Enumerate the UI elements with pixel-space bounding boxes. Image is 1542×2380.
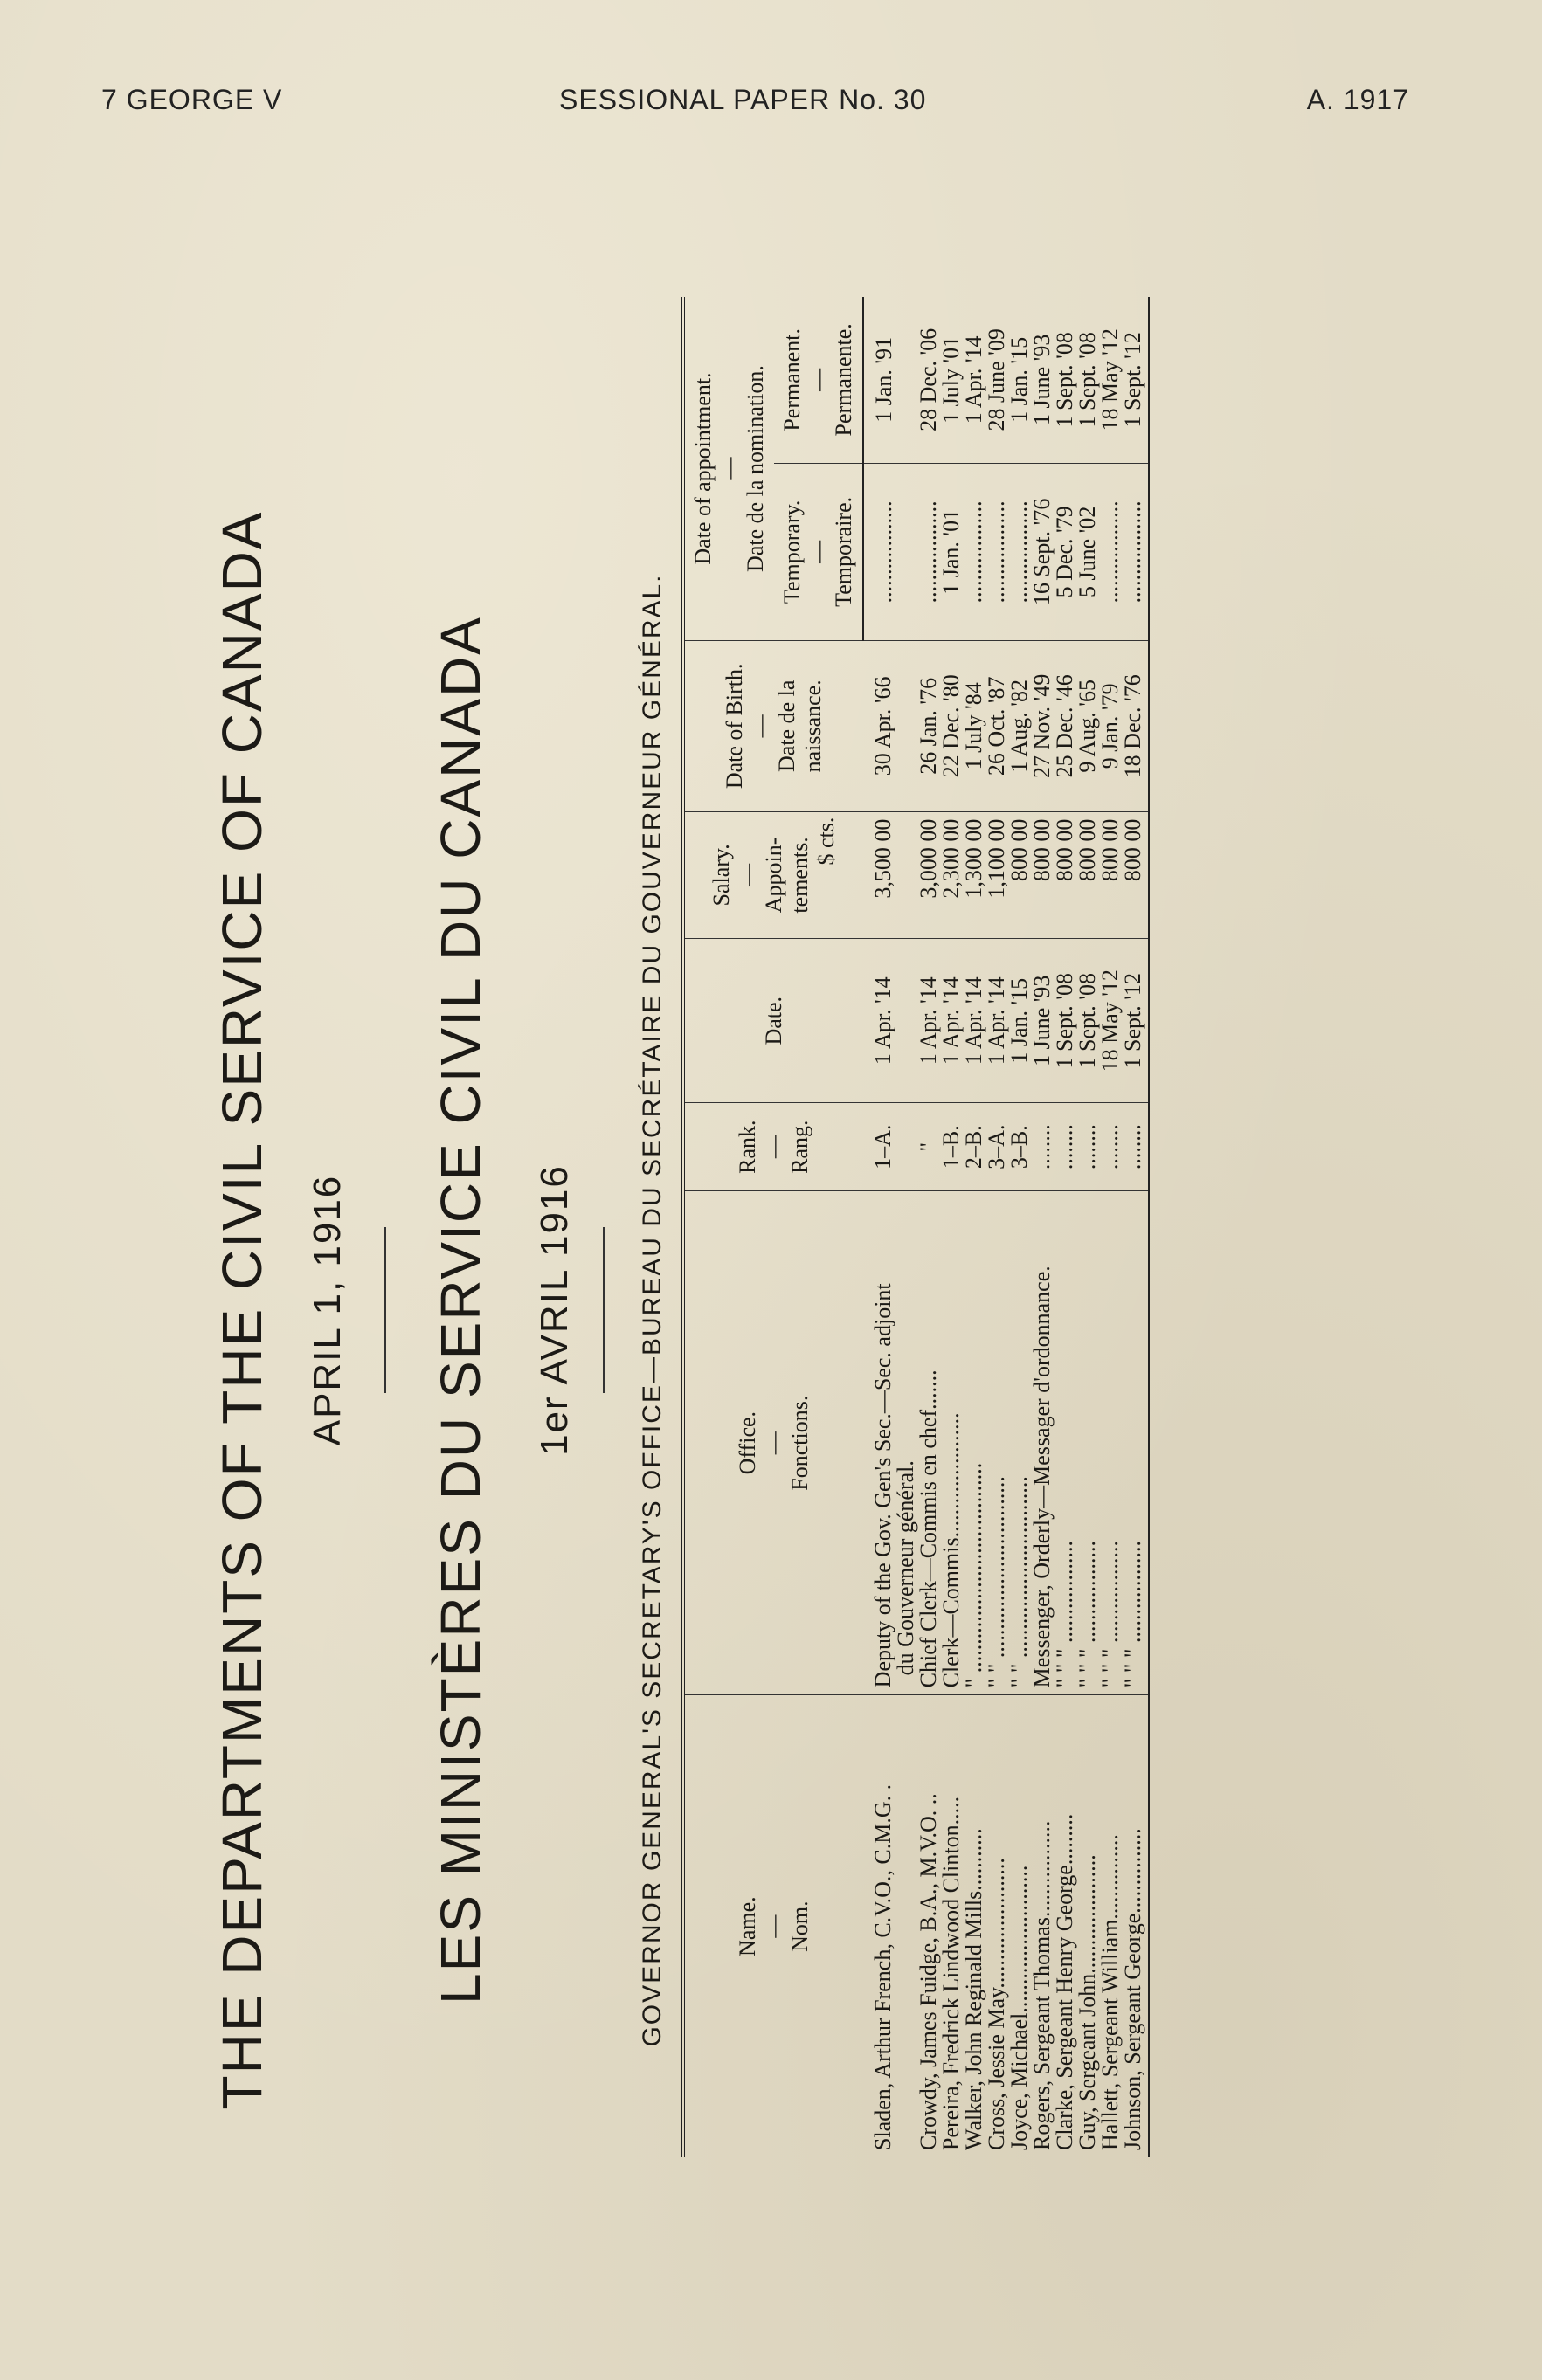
cell-birth-text: 9 Jan. '79: [1097, 683, 1124, 769]
cell-office: [963, 1191, 985, 1695]
cell-salary-text: 1,300 00: [961, 818, 987, 899]
cell-date: [940, 939, 963, 1103]
cell-office-text: Deputy of the Gov. Gen's Sec.—Sec. adjoint: [870, 1283, 896, 1688]
cell-office-text: " " " ..................: [1075, 1540, 1101, 1688]
cell-name-text: Rogers, Sergeant Thomas.................: [1029, 1820, 1055, 2150]
cell-rank: [940, 1103, 963, 1191]
running-header-center: SESSIONAL PAPER No. 30: [559, 84, 927, 115]
cell-date: [1099, 939, 1122, 1103]
cell-salary: [1008, 811, 1031, 939]
cell-permanent: [1076, 297, 1099, 463]
cell-salary-text: 800 00: [1006, 818, 1033, 882]
cell-temporary-text: 1 Jan. '01: [938, 508, 965, 595]
cell-salary: [1031, 811, 1054, 939]
cell-birth: [1008, 641, 1031, 812]
cell-permanent-text: 1 June '93: [1029, 334, 1055, 425]
cell-temporary-text: 5 June '02: [1075, 506, 1101, 598]
cell-rank: [963, 1103, 985, 1191]
cell-office-text: " .....................................: [961, 1462, 987, 1688]
cell-office-text: " " " ..................: [1097, 1540, 1124, 1688]
cell-rank-text: 3–B.: [1006, 1125, 1033, 1169]
cell-name-text: Johnson, Sergeant George...............: [1120, 1828, 1146, 2150]
cell-permanent-text: 1 Sept. '08: [1052, 332, 1078, 428]
cell-name: [1099, 1695, 1122, 2157]
french-title: LES MINISTÈRES DU SERVICE CIVIL DU CANADA: [429, 616, 492, 2004]
cell-temporary: [1122, 463, 1149, 640]
cell-temporary: [940, 463, 963, 640]
cell-date: [1076, 939, 1099, 1103]
cell-name: [863, 1695, 917, 2157]
cell-salary: [917, 811, 940, 939]
cell-birth-text: 27 Nov. '49: [1029, 673, 1055, 778]
cell-date-text: 1 Apr. '14: [961, 976, 987, 1066]
col-name: Name. — Nom.: [683, 1695, 863, 2157]
cell-permanent: [1122, 297, 1149, 463]
cell-date-text: 1 Sept. '12: [1120, 973, 1146, 1069]
cell-permanent: [863, 297, 917, 463]
staff-table: [681, 297, 1150, 2157]
cell-permanent-text: 1 July '01: [938, 335, 965, 424]
cell-name-text: Sladen, Arthur French, C.V.O., C.M.G. .: [870, 1783, 896, 2150]
cell-temporary-text: ..................: [961, 500, 987, 604]
cell-salary-text: 3,500 00: [870, 818, 896, 899]
french-date: 1er AVRIL 1916: [533, 1164, 576, 1456]
cell-permanent: [1099, 297, 1122, 463]
cell-office-text: " " " ..................: [1052, 1540, 1078, 1688]
table-row: [1099, 297, 1122, 2157]
cell-office: [940, 1191, 963, 1695]
cell-temporary: [963, 463, 985, 640]
cell-permanent: [963, 297, 985, 463]
cell-rank: [985, 1103, 1008, 1191]
cell-salary-text: 800 00: [1120, 818, 1146, 882]
cell-permanent-text: 1 Apr. '14: [961, 335, 987, 424]
cell-office-text: " " ................................: [1006, 1476, 1033, 1688]
cell-rank-text: ........: [1052, 1124, 1078, 1170]
running-header-left: 7 GEORGE V: [101, 84, 283, 115]
cell-temporary: [1008, 463, 1031, 640]
cell-office: [1054, 1191, 1076, 1695]
col-salary: Salary. — Appoin-tements. $ cts.: [683, 811, 863, 939]
cell-date: [917, 939, 940, 1103]
cell-salary: [940, 811, 963, 939]
department-heading: GOVERNOR GENERAL'S SECRETARY'S OFFICE—BUREAU DU SECRÉTAIRE DU GOUVERNEUR GÉNÉRAL.: [638, 573, 667, 2047]
cell-temporary-text: ..................: [1097, 500, 1124, 604]
cell-office: [1122, 1191, 1149, 1695]
cell-temporary-text: ..................: [916, 500, 942, 604]
col-rank: Rank. — Rang.: [683, 1103, 863, 1191]
cell-permanent: [940, 297, 963, 463]
cell-temporary: [917, 463, 940, 640]
cell-date: [1008, 939, 1031, 1103]
cell-date-text: 1 Sept. '08: [1052, 973, 1078, 1069]
cell-name-text: Guy, Sergeant John.....................: [1075, 1854, 1101, 2150]
cell-date: [1122, 939, 1149, 1103]
cell-name: [1122, 1695, 1149, 2157]
running-header-right: A. 1917: [1306, 84, 1409, 115]
cell-permanent: [1008, 297, 1031, 463]
cell-name-text: Joyce, Michael..........................: [1006, 1865, 1033, 2150]
table-row: [963, 297, 985, 2157]
cell-birth-text: 9 Aug. '65: [1075, 680, 1101, 773]
table-row: [917, 297, 940, 2157]
cell-rank-text: ........: [1097, 1124, 1124, 1170]
cell-birth: [917, 641, 940, 812]
cell-rank-text: 1–B.: [938, 1125, 965, 1169]
cell-office-continuation: du Gouverneur général.: [893, 1460, 919, 1676]
cell-temporary-text: 16 Sept. '76: [1029, 498, 1055, 606]
cell-salary: [1122, 811, 1149, 939]
col-date: Date.: [683, 939, 863, 1103]
cell-date-text: 1 Apr. '14: [984, 976, 1010, 1066]
cell-birth: [1076, 641, 1099, 812]
cell-rank: [1122, 1103, 1149, 1191]
cell-temporary-text: ..................: [1120, 500, 1146, 604]
cell-rank-text: ........: [1120, 1124, 1146, 1170]
cell-rank-text: 3–A.: [984, 1124, 1010, 1169]
cell-rank-text: 2–B.: [961, 1125, 987, 1169]
table-row: [1054, 297, 1076, 2157]
cell-temporary: [1099, 463, 1122, 640]
cell-name: [1054, 1695, 1076, 2157]
cell-date: [1054, 939, 1076, 1103]
cell-office: [1031, 1191, 1054, 1695]
cell-salary-text: 800 00: [1029, 818, 1055, 882]
cell-office-text: Chief Clerk—Commis en chef.......: [916, 1369, 942, 1688]
cell-temporary: [1076, 463, 1099, 640]
cell-birth-text: 26 Oct. '87: [984, 676, 1010, 776]
cell-salary: [863, 811, 917, 939]
rotated-content: [210, 122, 1345, 2271]
cell-office: [863, 1191, 917, 1695]
table-row: [863, 297, 917, 2157]
cell-date: [1031, 939, 1054, 1103]
cell-salary-text: 800 00: [1052, 818, 1078, 882]
cell-birth-text: 1 July '84: [961, 682, 987, 770]
cell-birth: [1122, 641, 1149, 812]
table-header-row: [683, 297, 774, 2157]
cell-name-text: Pereira, Fredrick Lindwood Clinton.....: [938, 1796, 965, 2150]
cell-birth-text: 25 Dec. '46: [1052, 674, 1078, 778]
table-row: [1031, 297, 1054, 2157]
cell-rank-text: ........: [1075, 1124, 1101, 1170]
table-row: [1076, 297, 1099, 2157]
col-appointment: Date of appointment. — Date de la nomination.: [683, 297, 774, 641]
col-birth: Date of Birth. — Date de la naissance.: [683, 641, 863, 812]
cell-office-text: Clerk—Commis......................: [938, 1412, 965, 1688]
cell-rank: [1054, 1103, 1076, 1191]
cell-rank-text: ": [916, 1142, 942, 1152]
cell-birth-text: 18 Dec. '76: [1120, 674, 1146, 778]
cell-temporary: [1031, 463, 1054, 640]
cell-rank-text: ........: [1029, 1124, 1055, 1170]
cell-rank-text: 1–A.: [870, 1124, 896, 1169]
cell-name-text: Hallett, Sergeant William...............: [1097, 1834, 1124, 2150]
cell-name: [917, 1695, 940, 2157]
cell-date: [863, 939, 917, 1103]
cell-name: [940, 1695, 963, 2157]
cell-rank: [1076, 1103, 1099, 1191]
cell-date-text: 18 May '12: [1097, 969, 1124, 1073]
table-row: [940, 297, 963, 2157]
cell-birth-text: 1 Aug. '82: [1006, 680, 1033, 773]
cell-permanent-text: 1 Jan. '15: [1006, 336, 1033, 423]
cell-salary-text: 3,000 00: [916, 818, 942, 899]
cell-temporary-text: ..................: [871, 500, 897, 604]
table-body: [863, 297, 1149, 2157]
cell-birth: [940, 641, 963, 812]
cell-office: [1076, 1191, 1099, 1695]
cell-birth-text: 26 Jan. '76: [916, 677, 942, 775]
cell-permanent: [1031, 297, 1054, 463]
cell-office: [985, 1191, 1008, 1695]
cell-birth-text: 30 Apr. '66: [870, 676, 896, 776]
cell-date: [963, 939, 985, 1103]
cell-birth: [1099, 641, 1122, 812]
cell-name-text: Clarke, Sergeant Henry George.........: [1052, 1813, 1078, 2150]
cell-office-text: " " ................................: [984, 1476, 1010, 1688]
cell-birth: [985, 641, 1008, 812]
cell-salary-text: 2,300 00: [938, 818, 965, 899]
cell-permanent-text: 1 Sept. '08: [1075, 332, 1101, 428]
cell-date-text: 1 June '93: [1029, 975, 1055, 1066]
table-row: [1008, 297, 1031, 2157]
cell-salary: [1099, 811, 1122, 939]
table-row: [985, 297, 1008, 2157]
cell-name: [1031, 1695, 1054, 2157]
cell-birth: [963, 641, 985, 812]
cell-date: [985, 939, 1008, 1103]
col-office: Office. — Fonctions.: [683, 1191, 863, 1695]
cell-salary: [1054, 811, 1076, 939]
col-temporary: Temporary. — Temporaire.: [774, 463, 864, 640]
cell-date-text: 1 Apr. '14: [870, 976, 896, 1066]
cell-permanent-text: 28 Dec. '06: [916, 328, 942, 431]
cell-name: [985, 1695, 1008, 2157]
cell-date-text: 1 Apr. '14: [916, 976, 942, 1066]
cell-birth-text: 22 Dec. '80: [938, 674, 965, 778]
cell-permanent: [1054, 297, 1076, 463]
cell-date-text: 1 Sept. '08: [1075, 973, 1101, 1069]
cell-temporary: [1054, 463, 1076, 640]
cell-rank: [863, 1103, 917, 1191]
cell-rank: [1008, 1103, 1031, 1191]
cell-office: [917, 1191, 940, 1695]
cell-temporary-text: 5 Dec. '79: [1052, 506, 1078, 598]
cell-permanent: [917, 297, 940, 463]
cell-office: [1008, 1191, 1031, 1695]
cell-name: [1076, 1695, 1099, 2157]
table-row: [1122, 297, 1149, 2157]
english-title: THE DEPARTMENTS OF THE CIVIL SERVICE OF CANADA: [211, 510, 273, 2110]
col-permanent: Permanent. — Permanente.: [774, 297, 864, 463]
cell-rank: [917, 1103, 940, 1191]
cell-name: [963, 1695, 985, 2157]
cell-name-text: Cross, Jessie May.......................: [984, 1858, 1010, 2150]
cell-salary-text: 1,100 00: [984, 818, 1010, 899]
english-date: APRIL 1, 1916: [306, 1174, 349, 1446]
cell-office-text: " " " ..................: [1120, 1540, 1146, 1688]
cell-office-text: Messenger, Orderly—Messager d'ordonnance.: [1029, 1266, 1055, 1688]
cell-salary: [1076, 811, 1099, 939]
cell-temporary: [863, 463, 917, 640]
cell-birth: [1054, 641, 1076, 812]
cell-office: [1099, 1191, 1122, 1695]
cell-salary: [985, 811, 1008, 939]
cell-permanent-text: 18 May '12: [1097, 328, 1124, 431]
cell-salary-text: 800 00: [1075, 818, 1101, 882]
cell-permanent-text: 1 Sept. '12: [1120, 332, 1146, 428]
cell-name-text: Crowdy, James Fuidge, B.A., M.V.O. ..: [916, 1793, 942, 2150]
cell-birth: [863, 641, 917, 812]
cell-rank: [1031, 1103, 1054, 1191]
cell-date-text: 1 Jan. '15: [1006, 977, 1033, 1064]
cell-temporary: [985, 463, 1008, 640]
cell-permanent: [985, 297, 1008, 463]
cell-rank: [1099, 1103, 1122, 1191]
cell-permanent-text: 1 Jan. '91: [871, 336, 897, 423]
cell-birth: [1031, 641, 1054, 812]
title-rule: [384, 1227, 386, 1393]
title-rule: [603, 1227, 605, 1393]
cell-temporary-text: ..................: [1006, 500, 1033, 604]
cell-permanent-text: 28 June '09: [984, 328, 1010, 431]
cell-salary: [963, 811, 985, 939]
cell-name: [1008, 1695, 1031, 2157]
cell-salary-text: 800 00: [1097, 818, 1124, 882]
cell-temporary-text: ..................: [984, 500, 1010, 604]
cell-name-text: Walker, John Reginald Mills...........: [961, 1828, 987, 2150]
cell-date-text: 1 Apr. '14: [938, 976, 965, 1066]
